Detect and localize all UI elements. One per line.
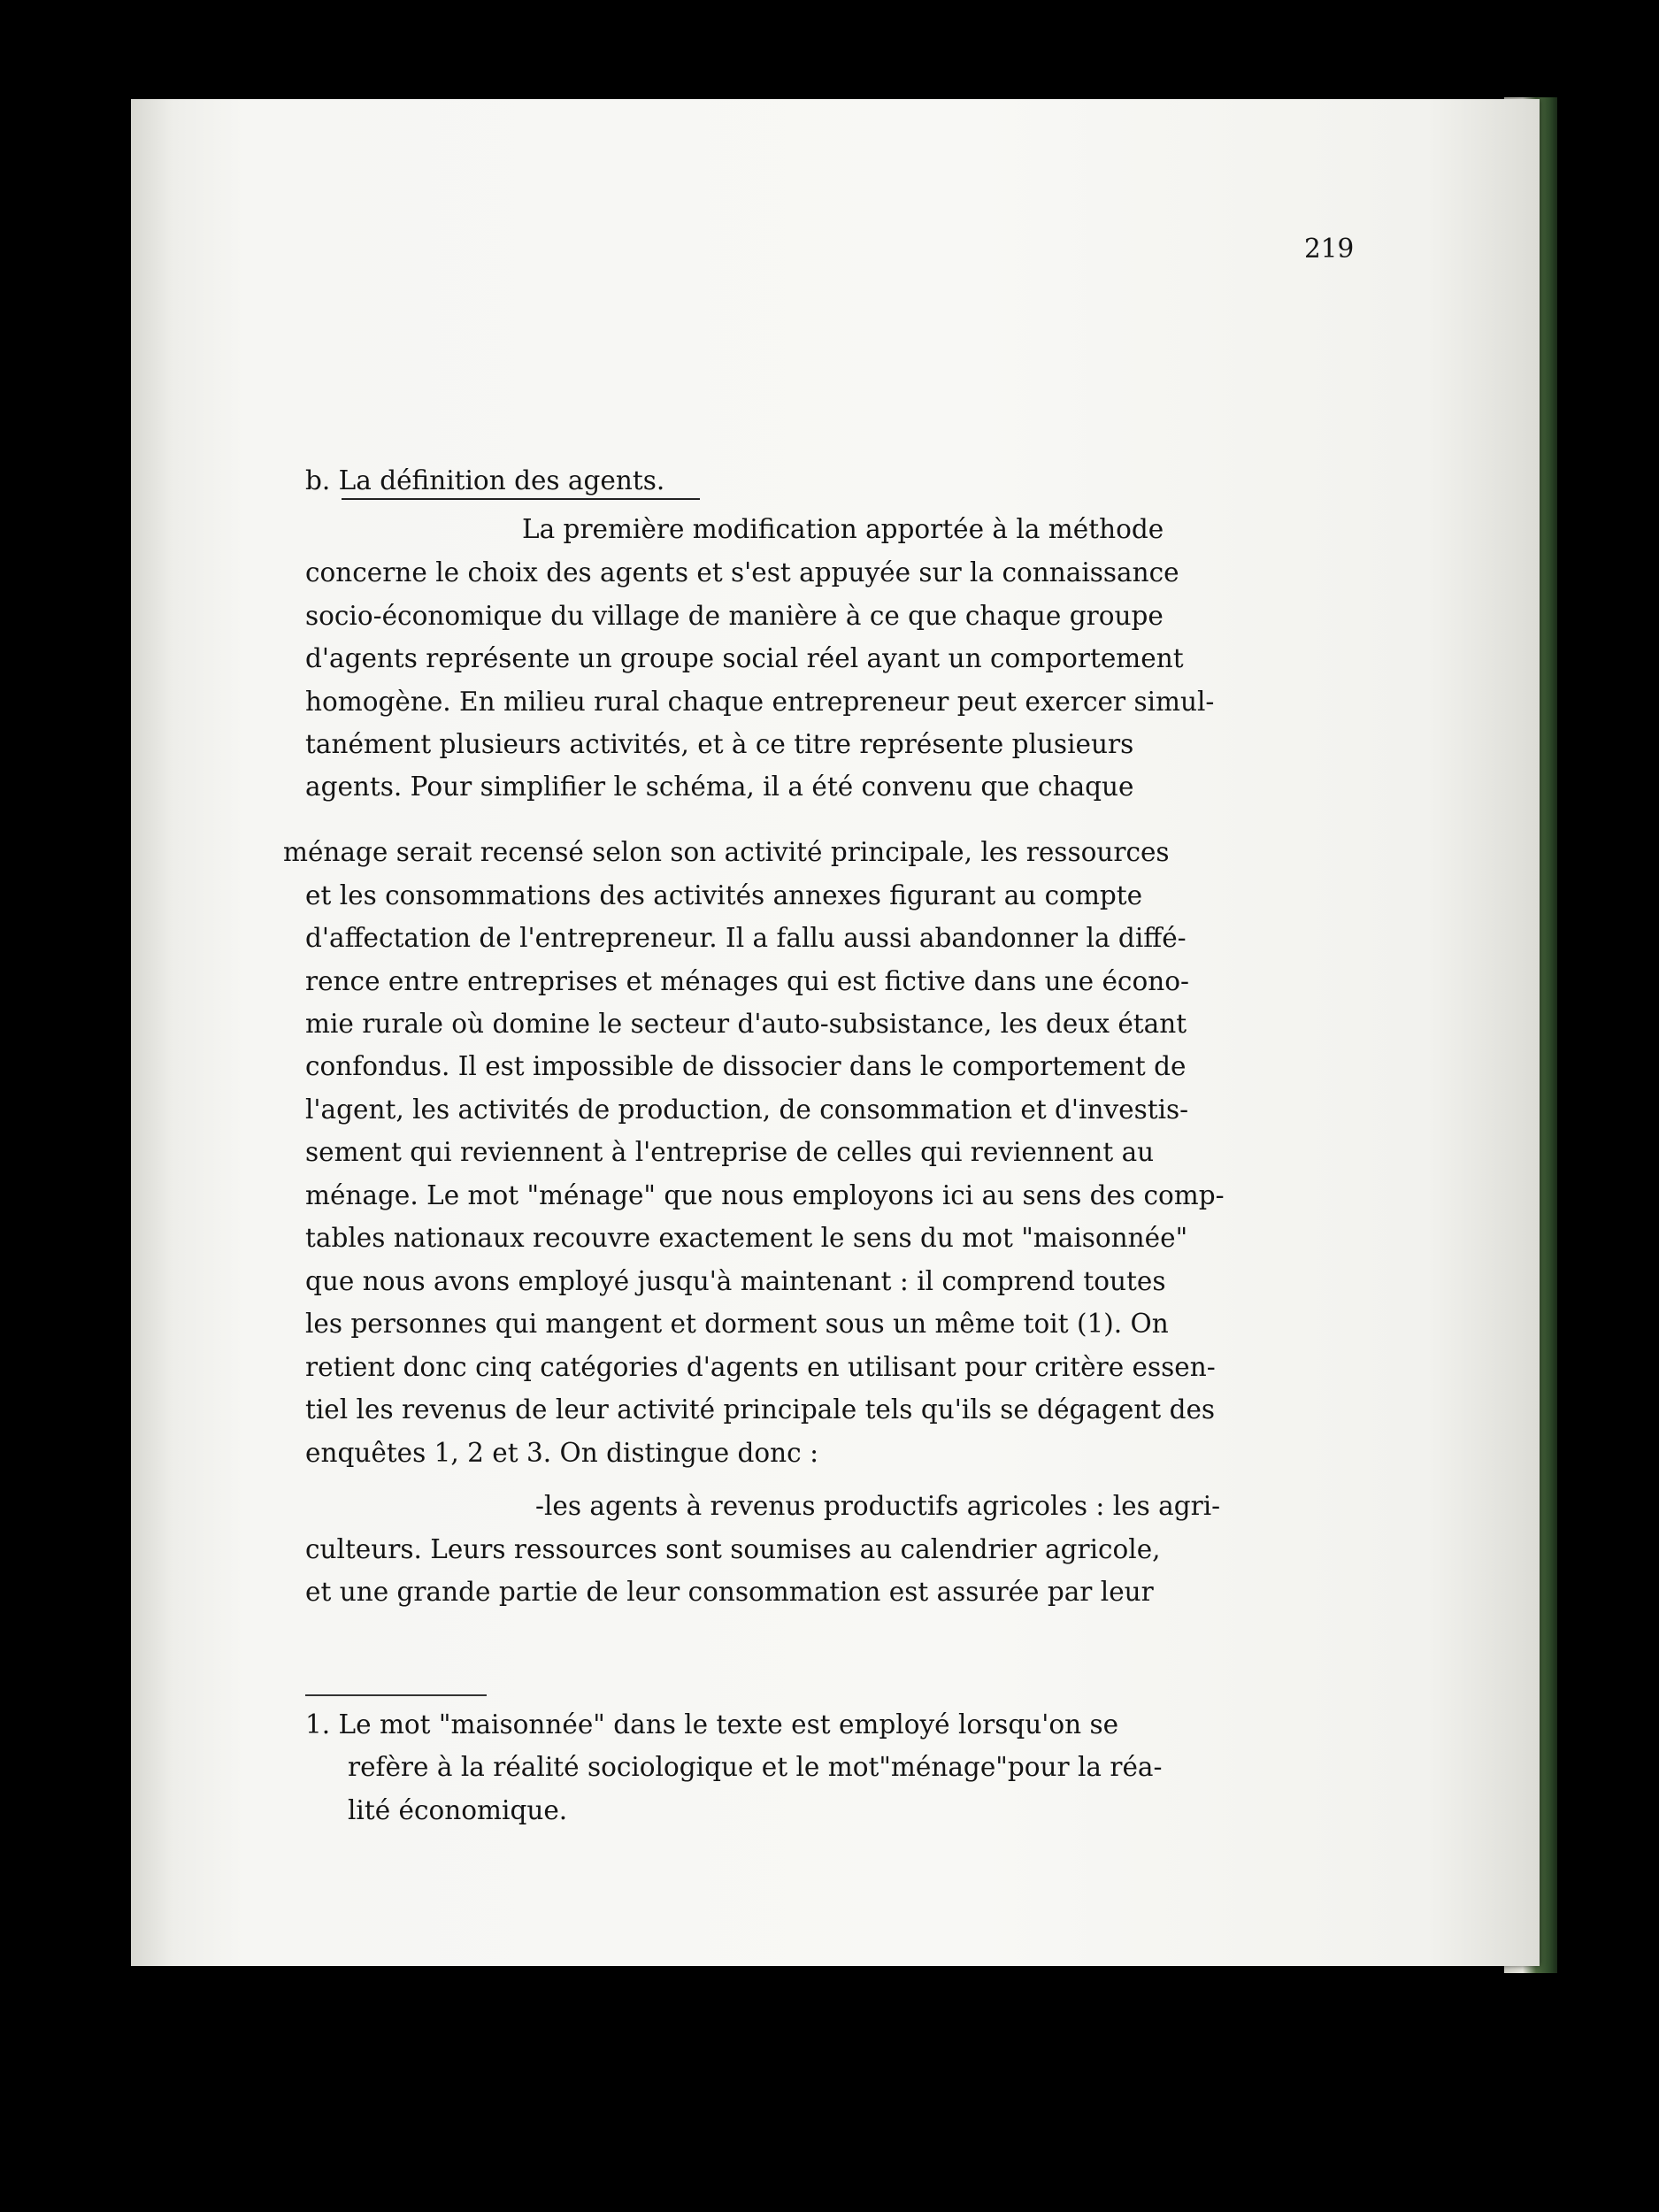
body-line: -les agents à revenus productifs agricoles : les agri- (535, 1491, 1221, 1521)
body-line: homogène. En milieu rural chaque entrepreneur peut exercer simul- (305, 687, 1215, 717)
body-line: tables nationaux recouvre exactement le sens du mot "maisonnée" (305, 1223, 1188, 1253)
body-line: socio-économique du village de manière à ce que chaque groupe (305, 601, 1164, 631)
body-line: retient donc cinq catégories d'agents en utilisant pour critère essen- (305, 1352, 1216, 1382)
body-line: mie rurale où domine le secteur d'auto-subsistance, les deux étant (305, 1009, 1187, 1039)
body-line: et les consommations des activités annexes figurant au compte (305, 880, 1143, 910)
body-line: tanément plusieurs activités, et à ce titre représente plusieurs (305, 729, 1134, 759)
heading-underline (342, 498, 700, 500)
footnote-separator (305, 1694, 487, 1696)
body-line: confondus. Il est impossible de dissocier dans le comportement de (305, 1051, 1187, 1081)
body-line: La première modification apportée à la méthode (522, 514, 1164, 544)
body-line: rence entre entreprises et ménages qui est fictive dans une écono- (305, 966, 1189, 996)
section-heading: b. La définition des agents. (305, 465, 665, 495)
body-line: enquêtes 1, 2 et 3. On distingue donc : (305, 1438, 819, 1468)
body-line: que nous avons employé jusqu'à maintenant : il comprend toutes (305, 1266, 1166, 1296)
body-line: sement qui reviennent à l'entreprise de celles qui reviennent au (305, 1137, 1155, 1167)
body-line: concerne le choix des agents et s'est appuyée sur la connaissance (305, 557, 1179, 588)
body-line: agents. Pour simplifier le schéma, il a été convenu que chaque (305, 772, 1134, 802)
body-line: tiel les revenus de leur activité principale tels qu'ils se dégagent des (305, 1394, 1216, 1425)
body-line: ménage serait recensé selon son activité principale, les ressources (283, 837, 1170, 867)
body-line: d'affectation de l'entrepreneur. Il a fallu aussi abandonner la diffé- (305, 923, 1187, 953)
body-line: d'agents représente un groupe social réel ayant un comportement (305, 643, 1184, 673)
body-line: ménage. Le mot "ménage" que nous employons ici au sens des comp- (305, 1180, 1225, 1210)
footnote-line: 1. Le mot "maisonnée" dans le texte est employé lorsqu'on se (305, 1709, 1119, 1740)
footnote-line: lité économique. (348, 1795, 568, 1825)
page-number: 219 (1304, 234, 1355, 264)
body-line: culteurs. Leurs ressources sont soumises au calendrier agricole, (305, 1534, 1161, 1564)
body-line: les personnes qui mangent et dorment sous un même toit (1). On (305, 1309, 1169, 1339)
body-line: l'agent, les activités de production, de consommation et d'investis- (305, 1094, 1189, 1125)
footnote-line: refère à la réalité sociologique et le mot"ménage"pour la réa- (348, 1752, 1163, 1782)
body-line: et une grande partie de leur consommation est assurée par leur (305, 1577, 1154, 1607)
